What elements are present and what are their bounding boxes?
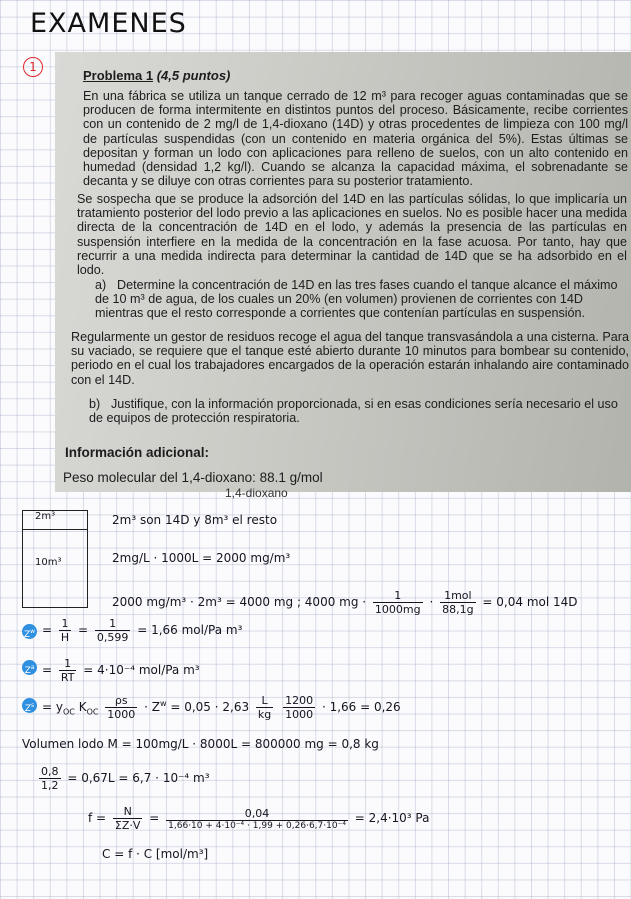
cut-off-text: 1,4-dioxano (225, 486, 288, 500)
note-line-moles: 2000 mg/m³ · 2m³ = 4000 mg ; 4000 mg · $\frac{1}{1000mg}$ · $\frac{\text{1mol}}{88,1g}$ = 0,04 mol 14D (112, 589, 578, 616)
fraction: $\frac{1}{H}$ (60, 617, 70, 644)
tank-divider (23, 529, 87, 530)
printed-problem-photo (55, 52, 631, 500)
page-title: EXAMENES (30, 8, 187, 39)
tank-top-volume: 2m³ (35, 511, 56, 522)
fraction: $\frac{0,8}{1,2}$ (41, 765, 59, 792)
note-line-zw: = $\frac{1}{H}$ = $\frac{1}{0,599}$ = 1,66 mol/Pa m³ (42, 617, 243, 644)
fraction: $\frac{N}{\Sigma Z\cdot V}$ (114, 805, 141, 832)
note-line-concentration: 2mg/L · 1000L = 2000 mg/m³ (112, 551, 291, 565)
fraction: $\frac{1200}{1000}$ (285, 694, 314, 721)
note-line-concentration-formula: C = f · C [mol/m³] (102, 847, 209, 861)
problem-paragraph-2: Se sospecha que se produce la adsorción del 14D en las partículas sólidas, lo que implicaría un tratamiento posterior del lodo previo a las aplicaciones en suelos. No es posible hacer una medida directa de la concentración de 14D en el lodo, y además la presencia de las partículas en suspensión interfiere en la medida de la concentración en la fase acuosa. Por tanto, hay que recurrir a una medida indirecta para determinar la cantidad de 14D que se ha adsorbido en el lodo. (77, 192, 627, 278)
fraction: $\frac{\text{1mol}}{88,1g}$ (442, 589, 474, 616)
highlight-badge-za: $Z^a$ (22, 660, 37, 675)
note-line-volumes: 2m³ son 14D y 8m³ el resto (112, 513, 278, 527)
fraction: $\frac{1}{RT}$ (60, 657, 75, 684)
note-line-fugacity: f = $\frac{N}{\Sigma Z\cdot V}$ = $\frac{0,04}{\text{1,66·10 + 4·10⁻⁴ · 1,99 + 0,26·6,7·10⁻⁴}}$ = 2,4·10³ Pa (88, 805, 430, 832)
note-line-za: = $\frac{1}{RT}$ = 4·10⁻⁴ mol/Pa m³ (42, 657, 200, 684)
problem-number-circle: 1 (23, 57, 43, 77)
tank-bottom-volume: 10m³ (35, 557, 62, 568)
fraction: $\frac{\rho s}{1000}$ (107, 694, 136, 721)
problem-paragraph-3: Regularmente un gestor de residuos recoge el agua del tanque transvasándola a una cisterna. Para su vaciado, se requiere que el tanque esté abierto durante 10 minutos para bombear su contenido, periodo en el cual los trabajadores encargados de la operación estarán inhalando aire contaminado con el 14D. (71, 330, 629, 387)
highlight-badge-zs: $Z^s$ (22, 698, 37, 713)
highlight-badge-zw: $Z^w$ (22, 624, 37, 639)
problem-heading: Problema 1 (4,5 puntos) (83, 68, 231, 83)
additional-info-heading: Información adicional: (65, 445, 210, 460)
question-b: b) Justifique, con la información proporcionada, si en esas condiciones sería necesario el uso de equipos de protección respiratoria. (89, 397, 618, 426)
fraction: $\frac{1}{0,599}$ (96, 617, 129, 644)
question-a: a) Determine la concentración de 14D en las tres fases cuando el tanque alcance el máximo de 10 m³ de agua, de los cuales un 20% (en volumen) provienen de corrientes con 14D mientras que el resto corresponde a corrientes que contenían partículas en suspensión. (95, 278, 618, 321)
note-line-sludge-mass: Volumen lodo M = 100mg/L · 8000L = 800000 mg = 0,8 kg (22, 737, 379, 751)
fraction: $\frac{0,04}{\text{1,66·10 + 4·10⁻⁴ · 1,99 + 0,26·6,7·10⁻⁴}}$ (168, 806, 346, 831)
fraction: $\frac{L}{kg}$ (257, 694, 272, 721)
problem-paragraph-1: En una fábrica se utiliza un tanque cerrado de 12 m³ para recoger aguas contaminadas que se producen de forma intermitente en distintos puntos del proceso. Básicamente, recibe corrientes con un contenido de 2 mg/l de 1,4-dioxano (14D) y otras procedentes de limpieza con 100 mg/l de partículas suspendidas (con un contenido en materia orgánica del 5%). Estas últimas se depositan y forman un lodo con aplicaciones para relleno de suelos, con un alto contenido en humedad (densidad 1,2 kg/l). Cuando se alcanza la capacidad máxima, el sobrenadante se decanta y se diluye con otras corrientes para su posterior tratamiento. (83, 89, 628, 189)
note-line-zs: = $y_{OC}$ $K_{OC}$ $\frac{\rho s}{1000}$ · $Z^w = 0,05 \cdot 2,63$ $\frac{L}{kg}$ $\frac{1200}{1000}$ · 1,66 = 0,26 (42, 694, 401, 721)
molar-mass-line: Peso molecular del 1,4-dioxano: 88.1 g/mol (63, 470, 323, 485)
fraction: $\frac{1}{1000mg}$ (374, 589, 421, 616)
tank-sketch (22, 510, 88, 608)
note-line-sludge-volume: $\frac{0,8}{1,2}$ = 0,67L = 6,7 · 10⁻⁴ m³ (41, 765, 210, 792)
